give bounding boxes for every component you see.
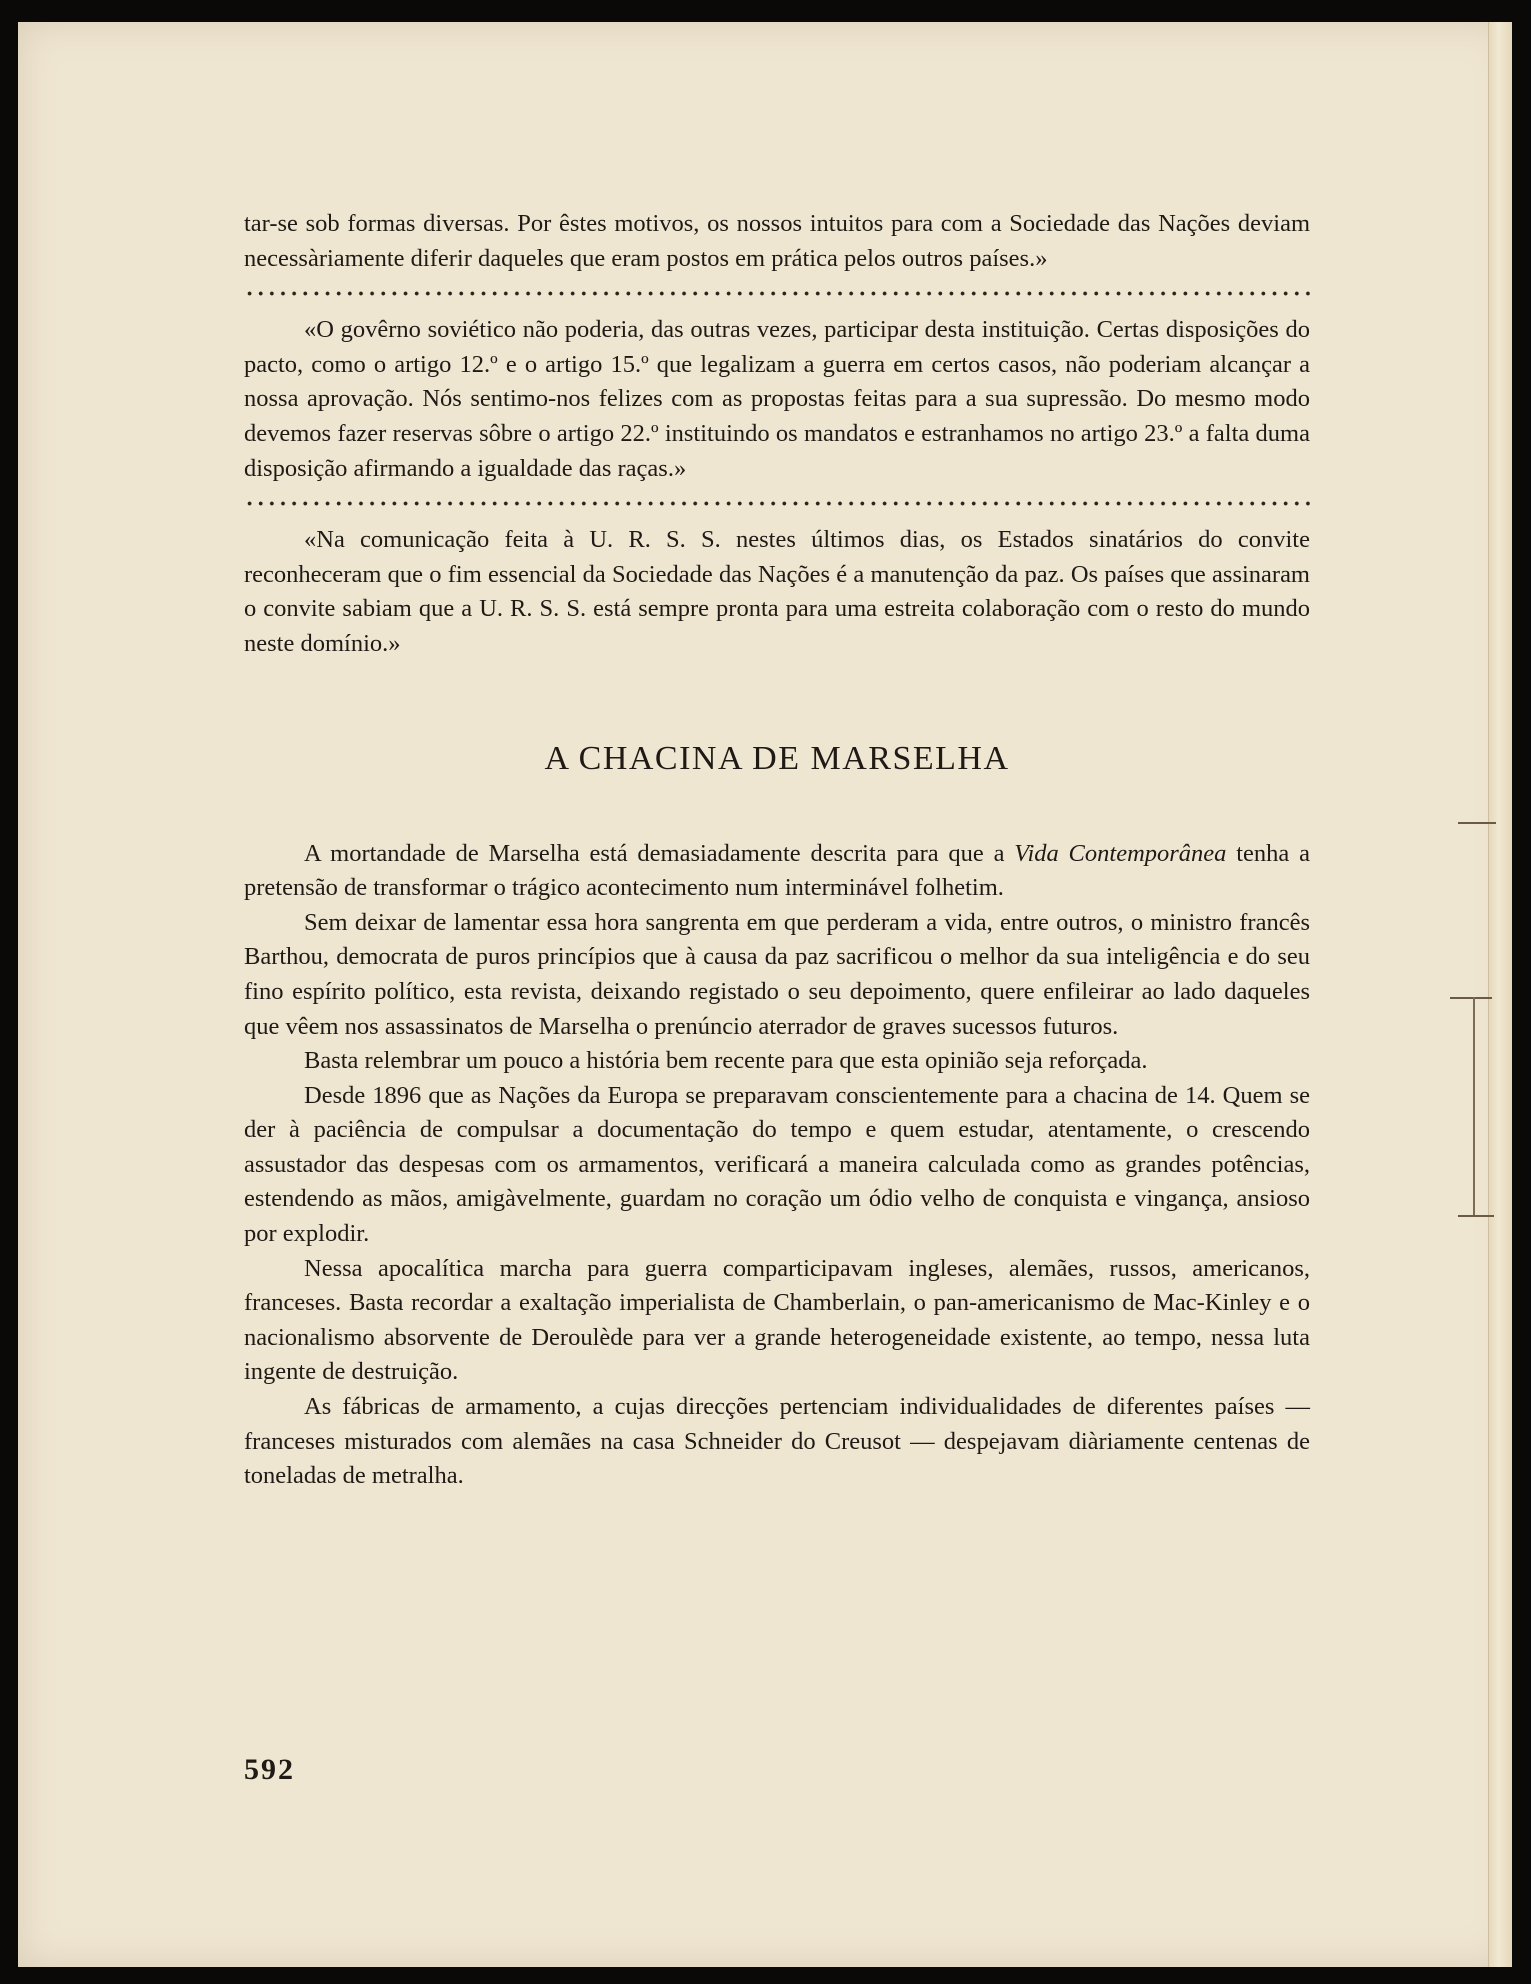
quote-paragraph: «Na comunicação feita à U. R. S. S. nestes últimos dias, os Estados sinatários do convite reconheceram que o fim essencial da Sociedade das Nações é a manutenção da paz. Os países que assinaram o convite sabiam que a U. R. S. S. está sempre pronta para uma estreita colaboração com o resto do mundo neste domínio.» — [244, 526, 1310, 657]
ellipsis-separator — [244, 280, 1310, 307]
magazine-name: Vida Contemporânea — [1014, 839, 1227, 867]
book-page — [18, 22, 1512, 1967]
main-text — [244, 207, 1310, 1494]
binding-stitch-mark — [1458, 822, 1496, 824]
article-paragraph — [244, 837, 1310, 906]
binding-thread — [1473, 997, 1475, 1217]
article-paragraph: Basta relembrar um pouco a história bem recente para que esta opinião seja reforçada. — [304, 1047, 1148, 1075]
page-number: 592 — [244, 1753, 295, 1786]
page-spine — [1488, 22, 1512, 1967]
binding-stitch-mark — [1458, 1215, 1494, 1217]
binding-stitch-mark — [1450, 997, 1492, 999]
continued-quote-paragraph: tar-se sob formas diversas. Por êstes motivos, os nossos intuitos para com a Sociedade das Nações deviam necessàriamente diferir daqueles que eram postos em prática pelos outros países.» — [244, 210, 1310, 272]
article-text: A mortandade de Marselha está demasiadamente descrita para que a — [304, 839, 1015, 867]
article-paragraph: As fábricas de armamento, a cujas direcções pertenciam individualidades de diferentes países — franceses misturados com alemães na casa Schneider do Creusot — despejavam diàriamente centenas de toneladas de metralha. — [244, 1393, 1310, 1490]
article-text: tenha a pretensão de transformar o trágico acontecimento num interminável folhetim. — [244, 839, 1310, 902]
article-paragraph: Nessa apocalítica marcha para guerra comparticipavam ingleses, alemães, russos, americanos, franceses. Basta recordar a exaltação imperialista de Chamberlain, o pan-americanismo de Mac-Kinley e o nacionalismo absorvente de Deroulède para ver a grande heterogeneidade existente, ao tempo, nessa luta ingente de destruição. — [244, 1254, 1310, 1386]
article-title: A CHACINA DE MARSELHA — [544, 739, 1010, 777]
quote-paragraph: «O govêrno soviético não poderia, das outras vezes, participar desta instituição. Certas disposições do pacto, como o artigo 12.º e o artigo 15.º que legalizam a guerra em certos casos, não poderiam alcançar a nossa aprovação. Nós sentimo-nos felizes com as propostas feitas para a sua supressão. Do mesmo modo devemos fazer reservas sôbre o artigo 22.º instituindo os mandatos e estranhamos no artigo 23.º a falta duma disposição afirmando a igualdade das raças.» — [244, 316, 1310, 482]
ellipsis-separator — [244, 490, 1310, 517]
article-paragraph: Sem deixar de lamentar essa hora sangrenta em que perderam a vida, entre outros, o ministro francês Barthou, democrata de puros princípios que à causa da paz sacrificou o melhor da sua inteligência e do seu fino espírito político, esta revista, deixando registado o seu depoimento, quere enfileirar ao lado daqueles que vêem nos assassinatos de Marselha o prenúncio aterrador de graves sucessos futuros. — [244, 908, 1310, 1040]
article-paragraph: Desde 1896 que as Nações da Europa se preparavam conscientemente para a chacina de 14. Quem se der à paciência de compulsar a documentação do tempo e quem estudar, atentamente, o crescendo assustador das despesas com os armamentos, verificará a maneira calculada como as grandes potências, estendendo as mãos, amigàvelmente, guardam no coração um ódio velho de conquista e vingança, ansioso por explodir. — [244, 1081, 1310, 1248]
